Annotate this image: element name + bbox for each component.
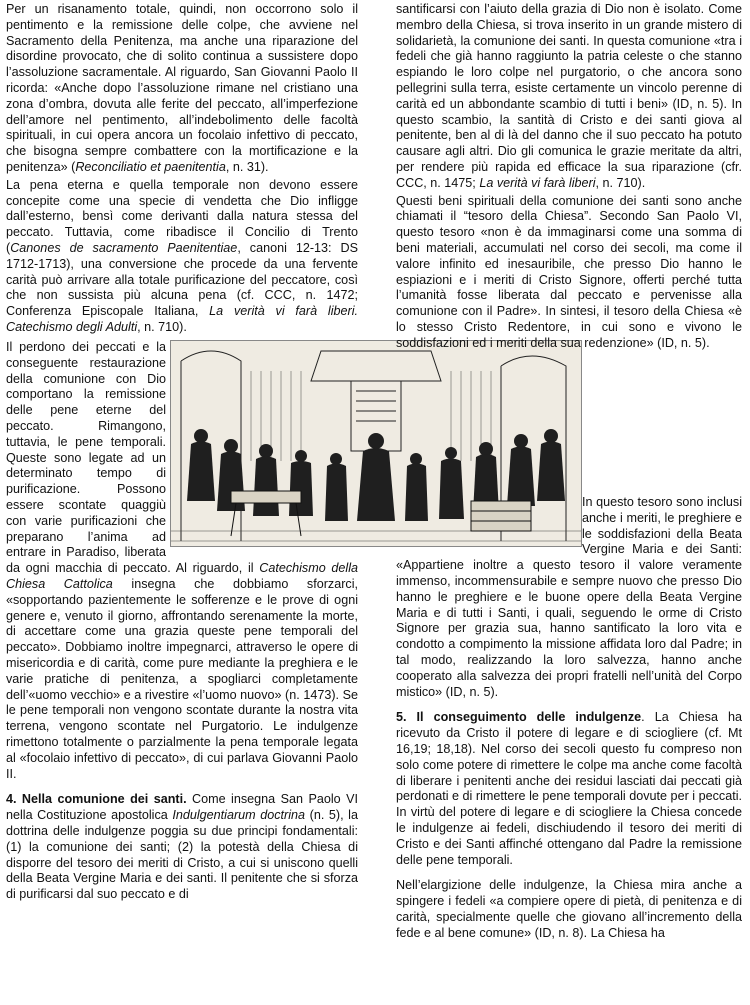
right-paragraph-2: Questi beni spirituali della comunione dei santi sono anche chiamati il “tesoro della Chiesa”. Secondo San Paolo VI, questo tesoro «non è da immaginarsi come una somma di beni materiali, accumulati nel corso dei secoli, ma come il valore infinito ed inesauribile, che presso Dio hanno le espiazioni e i meriti di Cristo Signore, offerti perché tutta l’umanità fosse liberata dal peccato e pervenisse alla comunione con il Padre». In sintesi, il tesoro della Chiesa «è lo stesso Cristo Redentore, in cui sono e vivono le soddisfazioni ed i meriti della sua redenzione» (ID, n. 5).	[396, 193, 742, 350]
section-5-title: 5. Il conseguimento delle indulgenze	[396, 710, 642, 725]
left-paragraph-3: Il perdono dei peccati e la conseguente restaurazione della comunione con Dio comportano la remissione delle pene eterne del peccato. Rimangono, tuttavia, le pene temporali. Queste sono legate ad un determinato tempo di purificazione. Possono essere scontate quaggiù con varie purificazioni che preparano l’anima ad entrare in Paradiso, liberata da ogni macchia di peccato. Al riguardo, il Catechismo della Chiesa Cattolica insegna che dobbiamo sforzarci, «sopportando pazientemente le sofferenze e le prove di ogni genere e, venuto il giorno, affrontando serenamente la morte, di accettare come una grazia queste pene temporali del peccato». Dobbiamo inoltre impegnarci, attraverso le opere di misericordia e di carità, come pure mediante la preghiera e le varie pratiche di penitenza, a spogliarci completamente dell’«uomo vecchio» e a rivestire «l’uomo nuovo» (n. 1473). Se le pene temporali non vengono scontate durante la nostra vita terrena, vengono scontate nel Purgatorio. Le indulgenze rimettono totalmente o parzialmente la pena temporale legata al «focolaio infettivo di peccato», di cui parlava Giovanni Paolo II.	[6, 340, 358, 781]
right-column	[396, 2, 742, 354]
right-paragraph-1: santificarsi con l’aiuto della grazia di Dio non è isolato. Come membro della Chiesa, si trova inserito in un grande mistero di solidarietà, la comunione dei santi. In questa comunione «tra i fedeli che già hanno raggiunto la patria celeste o che stanno espiando le loro colpe nel purgatorio, o che ancora sono pellegrini sulla terra, esiste certamente un vincolo perenne di carità ed un abbondante scambio di tutti i beni» (ID, n. 5). In questo scambio, la santità di Cristo e dei santi giova al penitente, ben al di là del danno che il suo peccato ha potuto causare agli altri. Dio gli comunica le grazie meritate da altri, per rendere più rapida ed efficace la sua riparazione (cfr. CCC, n. 1475; La verità vi farà liberi, n. 710).	[396, 2, 742, 190]
section-4: 4. Nella comunione dei santi. Come insegna San Paolo VI nella Costituzione apostolica Indulgentiarum doctrina (n. 5), la dottrina delle indulgenze poggia su due principi fondamentali: (1) la comunione dei santi; (2) la potestà della Chiesa di disporre del tesoro dei meriti di Cristo, a cui si uniscono quelli della Beata Vergine Maria e dei santi. Il penitente che si sforza di purificarsi dal suo peccato e di	[6, 792, 358, 902]
right-paragraph-6: Nell’elargizione delle indulgenze, la Chiesa mira anche a spingere i fedeli «a compiere opere di pietà, di penitenza e di carità, specialmente quelle che giovano all’incremento della fede e al bene comune» (ID, n. 8). La Chiesa ha	[396, 878, 742, 940]
section-5: 5. Il conseguimento delle indulgenze. La Chiesa ha ricevuto da Cristo il potere di legare e di sciogliere (cf. Mt 16,19; 18,18). Nel corso dei secoli questo fu compreso non solo come potere di rimettere le colpe ma anche come facoltà di liberare i penitenti anche dei residui lasciati dai peccati già perdonati e di rimettere le pene temporali dovute per i peccati. In virtù del potere di legare e di sciogliere la Chiesa concede le indulgenze ai fedeli, dischiudendo il tesoro dei meriti di Cristo e dei Santi affinché ottengano dal Padre la remissione delle pene temporali.	[396, 710, 742, 867]
left-column-lower	[6, 340, 358, 905]
left-paragraph-1: Per un risanamento totale, quindi, non occorrono solo il pentimento e la remissione delle colpe, che avviene nel Sacramento della Penitenza, ma anche una riparazione del disordine provocato, che di solito continua a sussistere dopo l’assoluzione sacramentale. Al riguardo, San Giovanni Paolo II ricorda: «Anche dopo l’assoluzione rimane nel cristiano una zona d’ombra, dovuta alle ferite del peccato, all’imperfezione dell’amore nel pentimento, all’indebolimento delle facoltà spirituali, in cui opera ancora un focolaio infettivo di peccato, che bisogna sempre combattere con la mortificazione e la penitenza» (Reconciliatio et paenitentia, n. 31).	[6, 2, 358, 174]
right-paragraph-3: In questo tesoro sono inclusi anche i meriti, le preghiere e le soddisfazioni della Beata Vergine Maria e dei Santi: «Appartiene inoltre a questo tesoro il valore veramente immenso, incommensurabile e sempre nuovo che presso Dio hanno le preghiere e le buone opere della Beata Vergine Maria e di tutti i Santi, i quali, seguendo le orme di Cristo Signore per grazia sua, hanno santificato la loro vita e condotto a compimento la missione affidata loro dal Padre; in tal modo, realizzando la loro salvezza, hanno anche cooperato alla salvezza dei propri fratelli nell’unità del Corpo mistico» (ID, n. 5).	[396, 495, 742, 699]
left-paragraph-2: La pena eterna e quella temporale non devono essere concepite come una specie di vendetta che Dio infligge dall’esterno, bensì come derivanti dalla natura stessa del peccato. Tuttavia, come ribadisce il Concilio di Trento (Canones de sacramento Paenitentiae, canoni 12-13: DS 1712-1713), una conversione che procede da una fervente carità può arrivare alla totale purificazione del peccatore, così che non sussista più alcuna pena (cf. CCC, n. 1472; Conferenza Episcopale Italiana, La verità vi farà liberi. Catechismo degli Adulti, n. 710).	[6, 177, 358, 334]
section-4-title: 4. Nella comunione dei santi.	[6, 792, 187, 807]
left-column	[6, 2, 358, 338]
right-column-lower	[396, 495, 742, 944]
